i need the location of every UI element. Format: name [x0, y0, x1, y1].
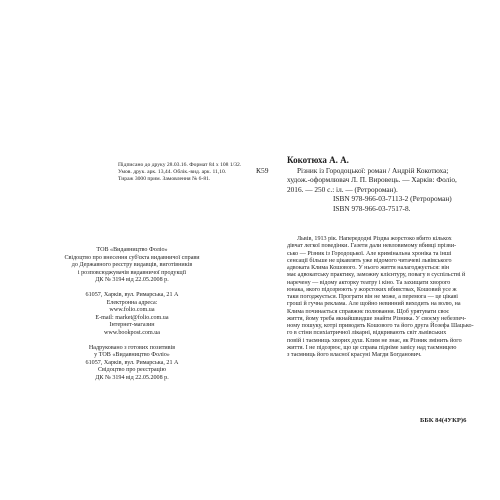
address-line: 61057, Харків, вул. Римарська, 21 А	[85, 291, 179, 298]
author-name: Кокотюха А. А.	[287, 155, 349, 165]
printing-line: Свідоцтво про реєстрацію	[97, 367, 167, 374]
publisher-line: ТОВ «Видавництво Фоліо»	[96, 247, 168, 253]
description-line: життя, йому треба якнайшвидше знайти Різника. У своєму небезпеч-	[287, 315, 467, 322]
description-line: адвоката Клима Кошового. У нього життя налагоджується: він	[287, 265, 450, 271]
description-line: сько — Різник із Городоцької. Але кримінальна хроніка та інші	[287, 250, 452, 257]
printing-line: ДК № 3194 від 22.05.2008 р.	[95, 374, 169, 381]
publisher-info	[16, 247, 248, 383]
technical-line: Підписано до друку 28.03.16. Формат 84 х 108 1/32.	[118, 162, 242, 168]
description-line: Клима починається справжнє полювання. Щоб урятувати своє	[287, 308, 450, 315]
bibliographic-annotation	[287, 166, 487, 213]
description-line: повій і таємниць хворих душ. Клим не знає, як Різник змінить його	[287, 337, 462, 344]
description-line: гроші й гучна реклама. Але щойно невинний виходить на волю, на	[287, 301, 461, 308]
description-line: ному пошуку, котрі приводять Кошового та його друга Йозефа Шацько-	[287, 323, 474, 329]
printing-line: 61057, Харків, вул. Римарська, 21 А	[85, 359, 179, 366]
description-line: з таємниць його власної красуні Магди Богданович.	[287, 352, 422, 358]
description-line: має адвокатську практику, заможну клієнтуру, повагу в суспільстві й	[287, 272, 466, 279]
publisher-line: і розповсюджувачів видавничої продукції	[77, 269, 187, 276]
description-line: життя. І не підозрює, що це справа підніме завісу над таємницею	[287, 344, 457, 351]
book-description	[287, 236, 492, 359]
printing-line: Надруковано з готових позитивів	[88, 344, 176, 351]
technical-line: Умов. друк. арк. 13,44. Облік.-вид. арк. 11,10.	[118, 168, 227, 175]
email-heading: Електронна адреса:	[106, 299, 158, 306]
email-link: E-mail: market@folio.com.ua	[95, 314, 169, 321]
description-line: сенсації більше не цікавлять уже відомого читачеві львівського	[287, 257, 452, 264]
bbk-classification: ББК 84(4УКР)6	[420, 417, 467, 424]
publisher-line: Свідоцтво про внесення суб'єкта видавничої справи	[64, 254, 200, 261]
publisher-line: до Державного реєстру видавців, виготівників	[71, 262, 193, 269]
technical-line: Тираж 3000 прим. Замовлення № 6-81.	[118, 175, 211, 182]
annotation-line: худож.-оформлювач Л. П. Вировець. — Харків: Фоліо,	[287, 175, 457, 185]
isbn-line: ISBN 978-966-03-7517-8.	[333, 203, 411, 213]
description-line: дівчат легкої поведінки. Газети дали невловимому вбивці прізви-	[287, 243, 457, 250]
description-line: юнака, якого підозрюють у жорстоких вбивствах, Кошовий усе ж	[287, 286, 457, 293]
publisher-line: ДК № 3194 від 22.05.2008 р.	[95, 277, 169, 284]
annotation-line: 2016. — 250 с.: іл. — (Ретророман).	[287, 184, 398, 194]
catalog-code: К59	[256, 166, 269, 175]
description-line: го в стіни психіатричної лікарні, відкривають світ львівських	[287, 330, 447, 337]
description-line: Львів, 1913 рік. Напередодні Різдва жорстоко вбито кількох	[297, 236, 452, 242]
technical-details	[118, 162, 253, 183]
shop-heading: Інтернет-магазин	[109, 322, 155, 329]
printing-line: у ТОВ «Видавництво Фоліо»	[94, 352, 170, 359]
website-link: www.folio.com.ua	[109, 307, 155, 314]
description-line: наречену — відому акторку театру і кіно. Та захищати хворого	[287, 279, 451, 286]
description-line: таки погоджується. Програти він не може, а перемога — це цікаві	[287, 294, 458, 300]
isbn-line: ISBN 978-966-03-7113-2 (Ретророман)	[333, 194, 452, 204]
shop-link: www.bookpost.com.ua	[104, 329, 160, 336]
annotation-line: Різник із Городоцької: роман / Андрій Кокотюха;	[297, 166, 449, 175]
